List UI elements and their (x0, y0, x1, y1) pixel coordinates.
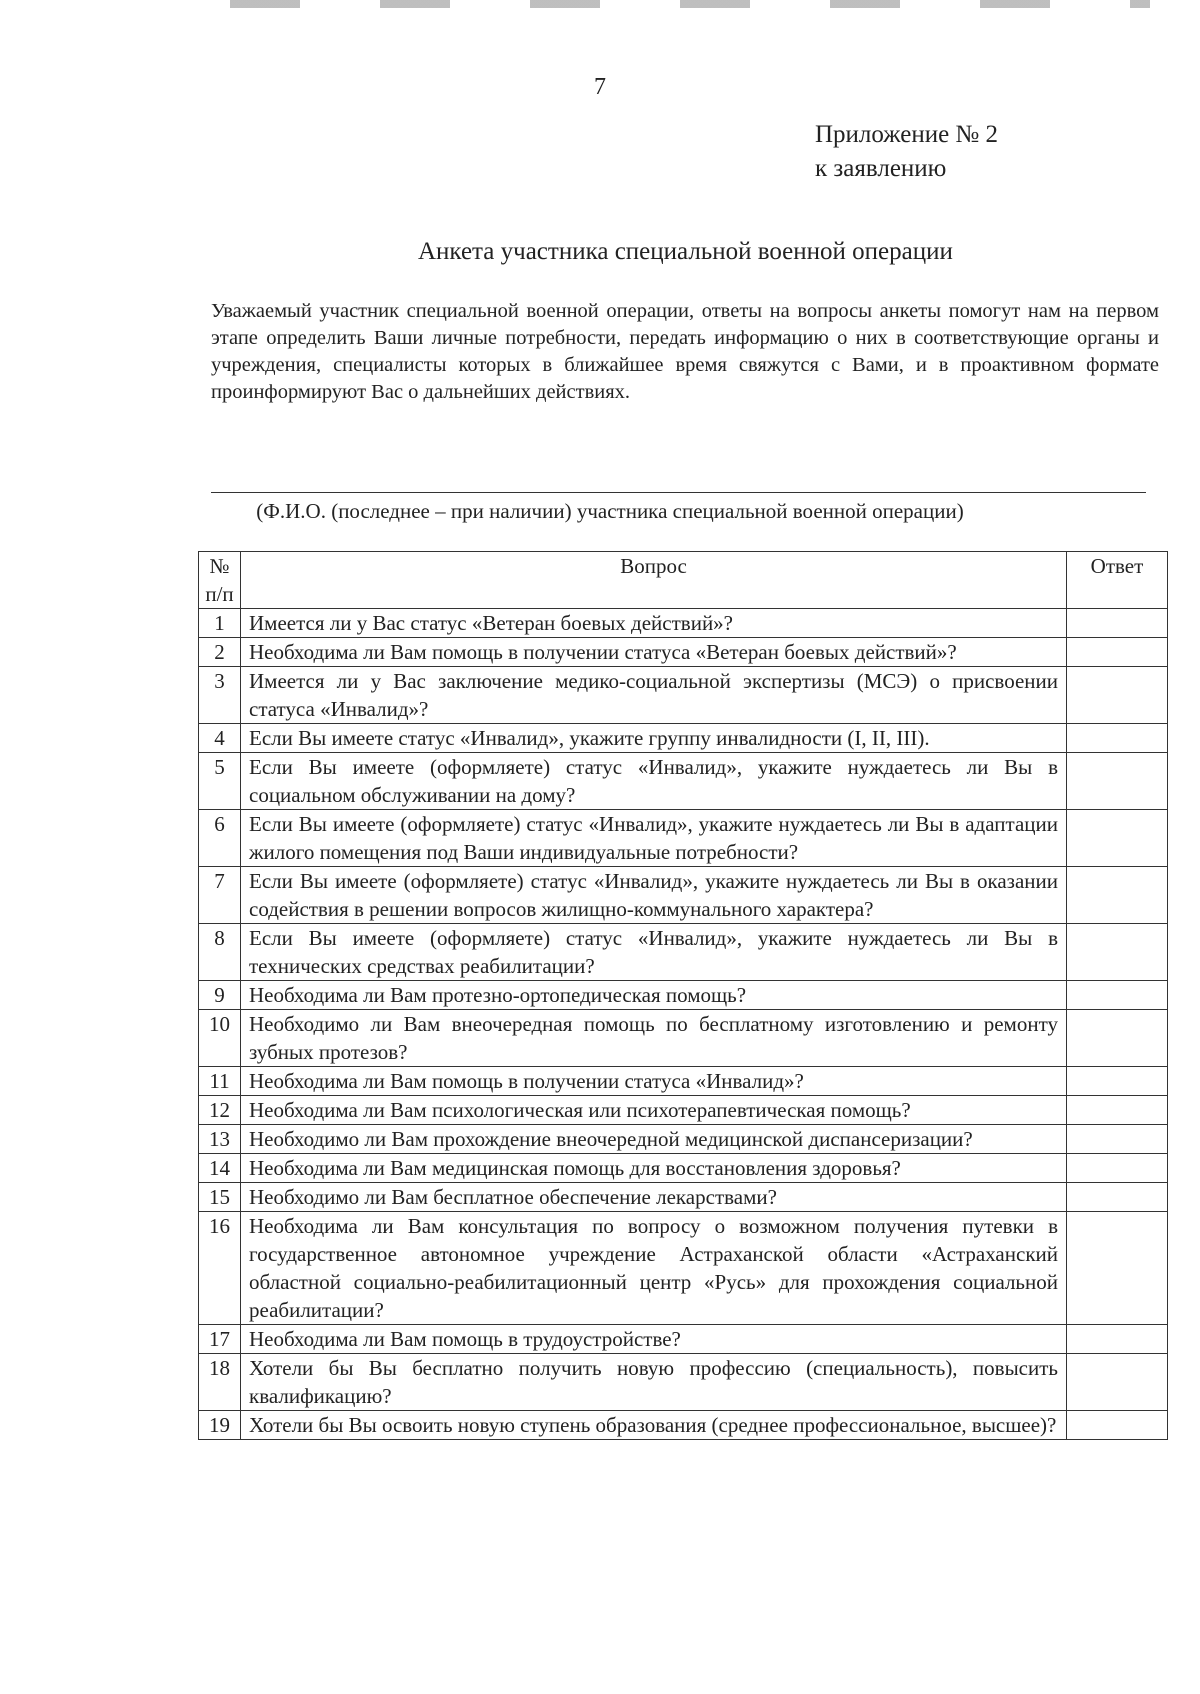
row-number: 13 (199, 1125, 241, 1154)
row-answer-cell[interactable] (1067, 867, 1168, 924)
row-question: Необходима ли Вам помощь в получении статуса «Инвалид»? (241, 1067, 1067, 1096)
row-number: 19 (199, 1411, 241, 1440)
table-row (199, 1325, 1168, 1354)
row-question: Необходима ли Вам протезно-ортопедическая помощь? (241, 981, 1067, 1010)
row-answer-cell[interactable] (1067, 924, 1168, 981)
row-number: 15 (199, 1183, 241, 1212)
table-row (199, 1212, 1168, 1325)
header-answer: Ответ (1067, 552, 1168, 609)
row-number: 7 (199, 867, 241, 924)
table-row (199, 1067, 1168, 1096)
row-answer-cell[interactable] (1067, 724, 1168, 753)
appendix-line-1: Приложение № 2 (815, 121, 999, 148)
row-answer-cell[interactable] (1067, 1154, 1168, 1183)
row-question: Хотели бы Вы бесплатно получить новую профессию (специальность), повысить квалификацию? (241, 1354, 1067, 1411)
row-question: Необходимо ли Вам прохождение внеочередной медицинской диспансеризации? (241, 1125, 1067, 1154)
appendix-reference (815, 118, 998, 186)
row-answer-cell[interactable] (1067, 1183, 1168, 1212)
row-question: Необходимо ли Вам бесплатное обеспечение лекарствами? (241, 1183, 1067, 1212)
row-number: 16 (199, 1212, 241, 1325)
row-question: Хотели бы Вы освоить новую ступень образования (среднее профессиональное, высшее)? (241, 1411, 1067, 1440)
table-row (199, 1125, 1168, 1154)
table-row (199, 1411, 1168, 1440)
row-answer-cell[interactable] (1067, 1411, 1168, 1440)
row-number: 11 (199, 1067, 241, 1096)
row-question: Если Вы имеете (оформляете) статус «Инвалид», укажите нуждаетесь ли Вы в технических средствах реабилитации? (241, 924, 1067, 981)
row-answer-cell[interactable] (1067, 981, 1168, 1010)
fio-signature-line[interactable] (211, 492, 1146, 493)
table-row (199, 609, 1168, 638)
row-answer-cell[interactable] (1067, 1096, 1168, 1125)
row-question: Имеется ли у Вас заключение медико-социальной экспертизы (МСЭ) о присвоении статуса «Инвалид»? (241, 667, 1067, 724)
table-row (199, 1010, 1168, 1067)
row-answer-cell[interactable] (1067, 609, 1168, 638)
table-row (199, 1154, 1168, 1183)
document-title: Анкета участника специальной военной операции (418, 238, 953, 265)
row-number: 8 (199, 924, 241, 981)
fio-caption: (Ф.И.О. (последнее – при наличии) участника специальной военной операции) (256, 499, 964, 523)
row-question: Необходима ли Вам медицинская помощь для восстановления здоровья? (241, 1154, 1067, 1183)
row-number: 12 (199, 1096, 241, 1125)
table-row (199, 867, 1168, 924)
row-answer-cell[interactable] (1067, 753, 1168, 810)
survey-table (198, 551, 1168, 1440)
row-question: Необходима ли Вам помощь в получении статуса «Ветеран боевых действий»? (241, 638, 1067, 667)
row-question: Имеется ли у Вас статус «Ветеран боевых действий»? (241, 609, 1067, 638)
table-row (199, 667, 1168, 724)
row-question: Если Вы имеете (оформляете) статус «Инвалид», укажите нуждаетесь ли Вы в оказании содействия в решении вопросов жилищно-коммунального характера? (241, 867, 1067, 924)
row-number: 14 (199, 1154, 241, 1183)
row-question: Необходима ли Вам консультация по вопросу о возможном получения путевки в государственное автономное учреждение Астраханской области «Астраханский областной социально-реабилитационный центр «Русь» для прохождения социальной реабилитации? (241, 1212, 1067, 1325)
table-row (199, 753, 1168, 810)
row-number: 6 (199, 810, 241, 867)
row-question: Если Вы имеете (оформляете) статус «Инвалид», укажите нуждаетесь ли Вы в социальном обслуживании на дому? (241, 753, 1067, 810)
row-number: 1 (199, 609, 241, 638)
table-header-row (199, 552, 1168, 609)
table-row (199, 1183, 1168, 1212)
row-answer-cell[interactable] (1067, 1212, 1168, 1325)
row-answer-cell[interactable] (1067, 1354, 1168, 1411)
table-row (199, 1354, 1168, 1411)
row-question: Если Вы имеете статус «Инвалид», укажите группу инвалидности (I, II, III). (241, 724, 1067, 753)
row-answer-cell[interactable] (1067, 1010, 1168, 1067)
row-number: 9 (199, 981, 241, 1010)
header-number: № п/п (199, 552, 241, 609)
row-number: 18 (199, 1354, 241, 1411)
row-question: Необходима ли Вам психологическая или психотерапевтическая помощь? (241, 1096, 1067, 1125)
row-answer-cell[interactable] (1067, 1125, 1168, 1154)
row-question: Необходимо ли Вам внеочередная помощь по бесплатному изготовлению и ремонту зубных протезов? (241, 1010, 1067, 1067)
row-answer-cell[interactable] (1067, 1325, 1168, 1354)
row-number: 3 (199, 667, 241, 724)
table-row (199, 638, 1168, 667)
intro-paragraph: Уважаемый участник специальной военной операции, ответы на вопросы анкеты помогут нам на первом этапе определить Ваши личные потребности, передать информацию о них в соответствующие органы и учреждения, специалисты которых в ближайшее время свяжутся с Вами, и в проактивном формате проинформируют Вас о дальнейших действиях. (211, 300, 1159, 403)
row-answer-cell[interactable] (1067, 810, 1168, 867)
survey-rows (199, 609, 1168, 1440)
page-number: 7 (594, 74, 606, 100)
table-row (199, 1096, 1168, 1125)
table-row (199, 924, 1168, 981)
row-number: 4 (199, 724, 241, 753)
row-answer-cell[interactable] (1067, 638, 1168, 667)
row-question: Необходима ли Вам помощь в трудоустройстве? (241, 1325, 1067, 1354)
appendix-line-2: к заявлению (815, 155, 947, 182)
row-question: Если Вы имеете (оформляете) статус «Инвалид», укажите нуждаетесь ли Вы в адаптации жилого помещения под Ваши индивидуальные потребности? (241, 810, 1067, 867)
row-number: 2 (199, 638, 241, 667)
scan-artifact (230, 0, 1150, 8)
row-answer-cell[interactable] (1067, 1067, 1168, 1096)
table-row (199, 810, 1168, 867)
row-number: 17 (199, 1325, 241, 1354)
header-question: Вопрос (241, 552, 1067, 609)
row-number: 5 (199, 753, 241, 810)
row-number: 10 (199, 1010, 241, 1067)
table-row (199, 981, 1168, 1010)
table-row (199, 724, 1168, 753)
row-answer-cell[interactable] (1067, 667, 1168, 724)
